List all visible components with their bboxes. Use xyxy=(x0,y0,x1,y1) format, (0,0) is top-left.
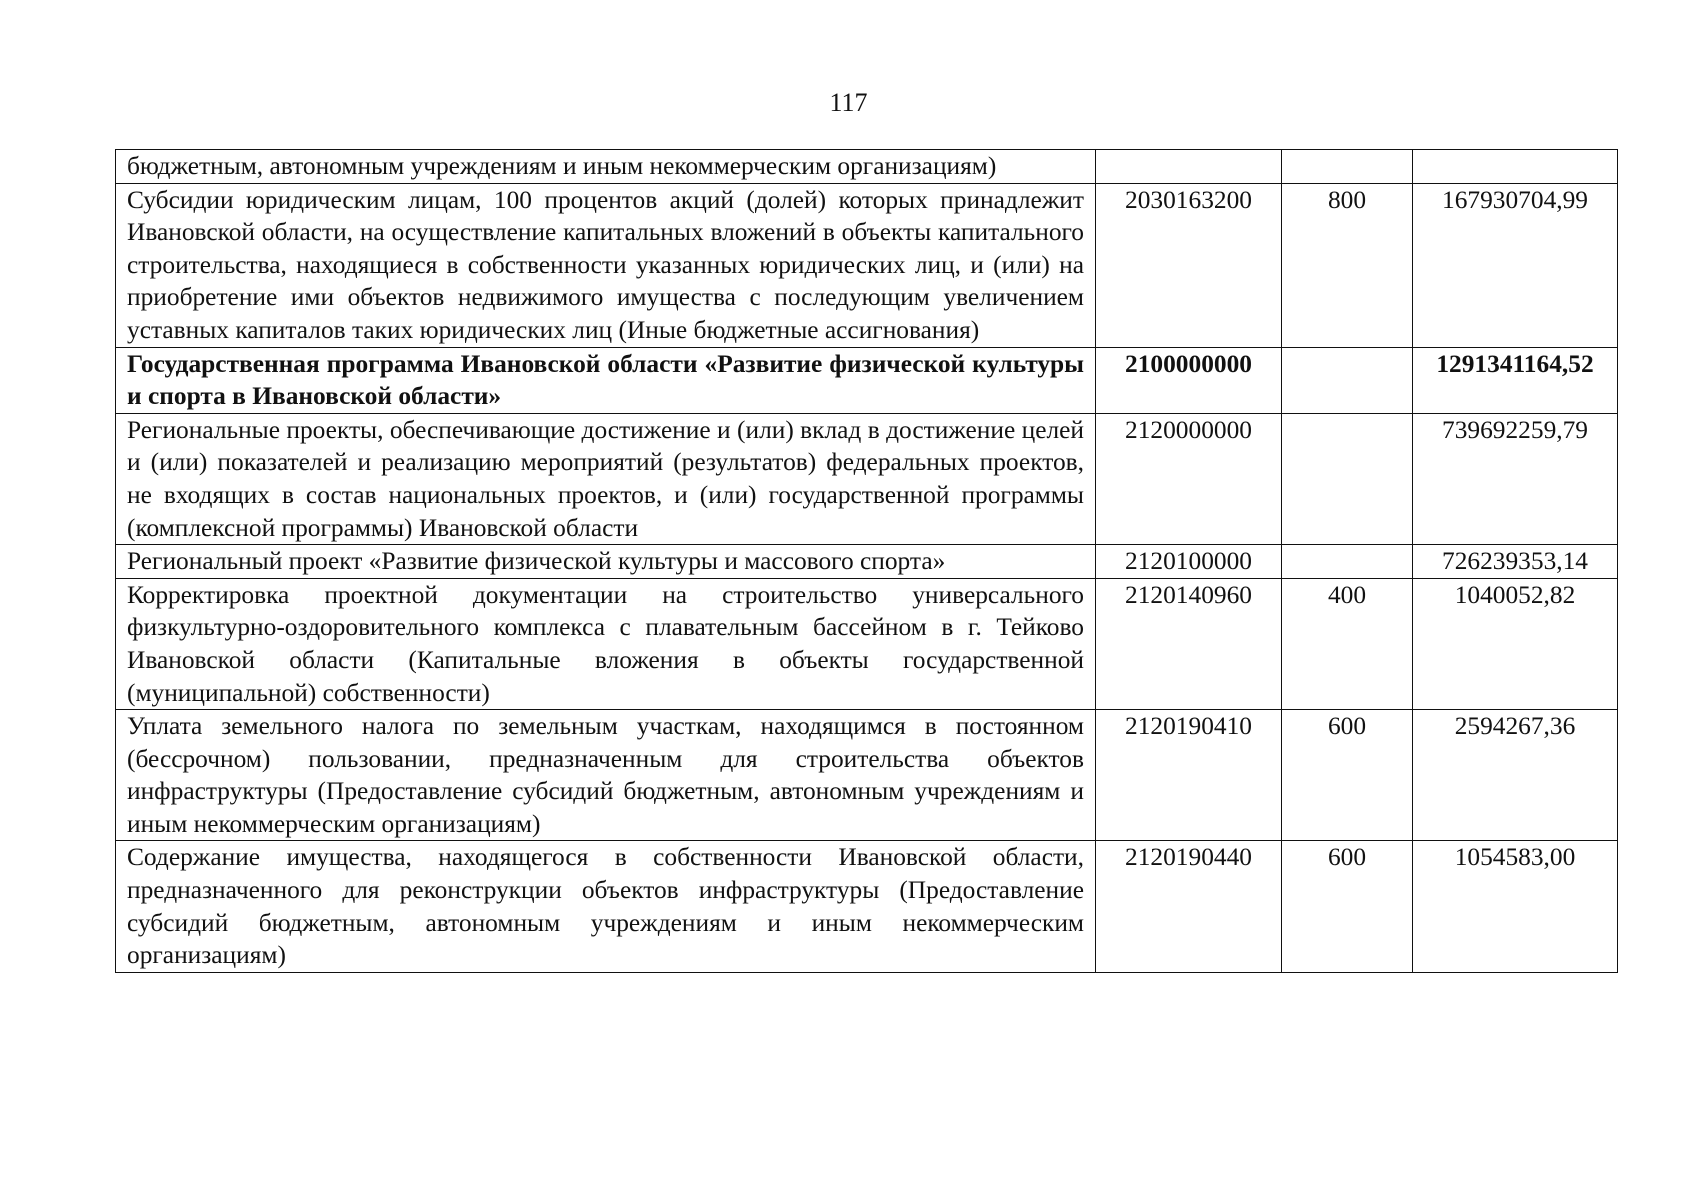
expense-type-cell xyxy=(1282,413,1413,544)
expense-type-cell: 800 xyxy=(1282,183,1413,347)
target-code-cell: 2120140960 xyxy=(1096,578,1282,709)
table-row xyxy=(116,710,1618,841)
target-code-cell xyxy=(1096,150,1282,184)
amount-cell: 1054583,00 xyxy=(1413,841,1618,972)
table-row xyxy=(116,183,1618,347)
table-row xyxy=(116,841,1618,972)
row-name-cell: Региональный проект «Развитие физической культуры и массового спорта» xyxy=(116,545,1096,579)
amount-cell: 167930704,99 xyxy=(1413,183,1618,347)
expense-type-cell xyxy=(1282,545,1413,579)
row-name-cell: бюджетным, автономным учреждениям и иным некоммерческим организациям) xyxy=(116,150,1096,184)
amount-cell: 1040052,82 xyxy=(1413,578,1618,709)
target-code-cell: 2120100000 xyxy=(1096,545,1282,579)
table-row xyxy=(116,150,1618,184)
table-row xyxy=(116,578,1618,709)
amount-cell: 739692259,79 xyxy=(1413,413,1618,544)
amount-cell: 1291341164,52 xyxy=(1413,347,1618,413)
expense-type-cell: 600 xyxy=(1282,841,1413,972)
target-code-cell: 2100000000 xyxy=(1096,347,1282,413)
budget-table xyxy=(115,149,1618,973)
row-name-cell: Субсидии юридическим лицам, 100 процентов акций (долей) которых принадлежит Ивановской области, на осуществление капитальных вложений в объекты капитального строительства, находящиеся в собственности указанных юридических лиц, и (или) на приобретение ими объектов недвижимого имущества с последующим увеличением уставных капиталов таких юридических лиц (Иные бюджетные ассигнования) xyxy=(116,183,1096,347)
row-name-cell: Региональные проекты, обеспечивающие достижение и (или) вклад в достижение целей и (или) показателей и реализацию мероприятий (результатов) федеральных проектов, не входящих в состав национальных проектов, и (или) государственной программы (комплексной программы) Ивановской области xyxy=(116,413,1096,544)
target-code-cell: 2120190410 xyxy=(1096,710,1282,841)
row-name-cell: Корректировка проектной документации на строительство универсального физкультурно-оздоровительного комплекса с плавательным бассейном в г. Тейково Ивановской области (Капитальные вложения в объекты государственной (муниципальной) собственности) xyxy=(116,578,1096,709)
table-row xyxy=(116,545,1618,579)
expense-type-cell xyxy=(1282,150,1413,184)
amount-cell: 2594267,36 xyxy=(1413,710,1618,841)
row-name-cell: Содержание имущества, находящегося в собственности Ивановской области, предназначенного для реконструкции объектов инфраструктуры (Предоставление субсидий бюджетным, автономным учреждениям и иным некоммерческим организациям) xyxy=(116,841,1096,972)
expense-type-cell xyxy=(1282,347,1413,413)
target-code-cell: 2120190440 xyxy=(1096,841,1282,972)
row-name-cell: Уплата земельного налога по земельным участкам, находящимся в постоянном (бессрочном) пользовании, предназначенным для строительства объектов инфраструктуры (Предоставление субсидий бюджетным, автономным учреждениям и иным некоммерческим организациям) xyxy=(116,710,1096,841)
page-number: 117 xyxy=(829,88,868,117)
amount-cell: 726239353,14 xyxy=(1413,545,1618,579)
target-code-cell: 2030163200 xyxy=(1096,183,1282,347)
table-row-program xyxy=(116,347,1618,413)
expense-type-cell: 400 xyxy=(1282,578,1413,709)
target-code-cell: 2120000000 xyxy=(1096,413,1282,544)
table-row xyxy=(116,413,1618,544)
expense-type-cell: 600 xyxy=(1282,710,1413,841)
row-name-cell: Государственная программа Ивановской области «Развитие физической культуры и спорта в Ивановской области» xyxy=(116,347,1096,413)
amount-cell xyxy=(1413,150,1618,184)
